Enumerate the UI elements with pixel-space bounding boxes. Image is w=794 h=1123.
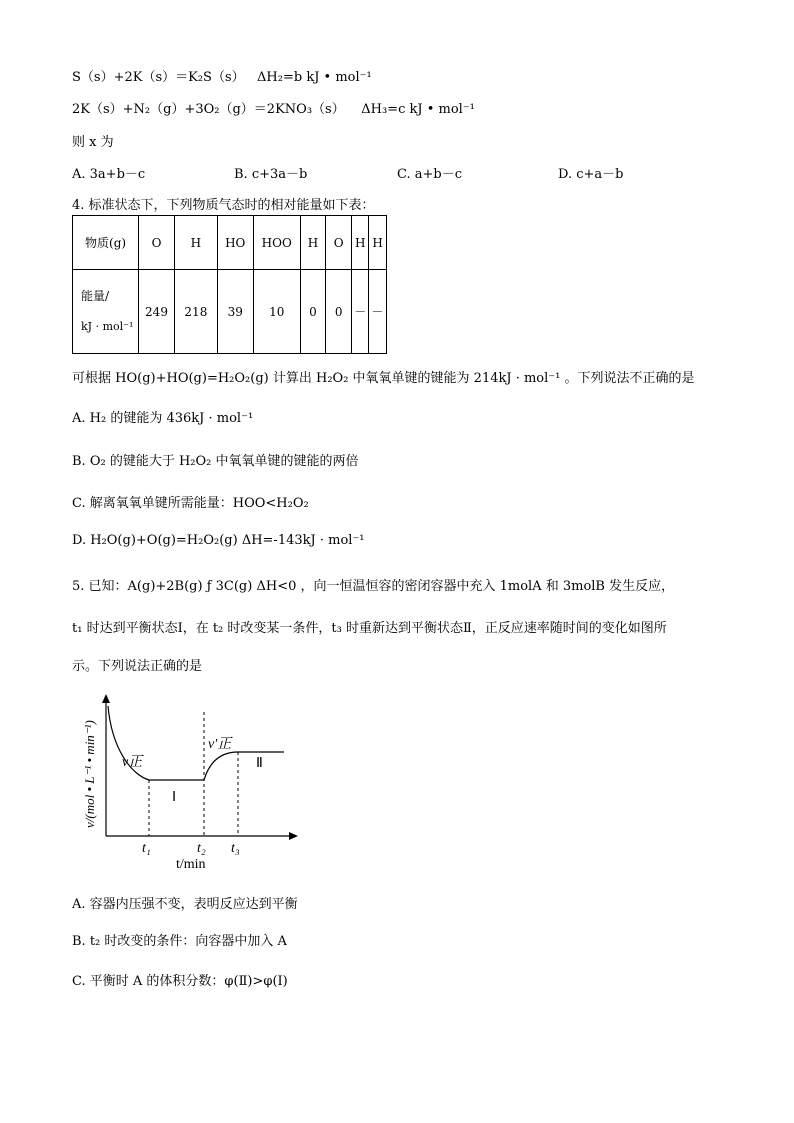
q4-text: 可根据 HO(g)+HO(g)=H₂O₂(g) 计算出 H₂O₂ 中氧氧单键的键能为 214kJ · mol⁻¹ 。下列说法不正确的是 bbox=[72, 371, 695, 386]
table-row bbox=[73, 270, 387, 354]
q5-stem-line-3: 示。下列说法正确的是 bbox=[72, 659, 203, 674]
q5-option-b: B. t₂ 时改变的条件：向容器中加入 A bbox=[72, 934, 287, 949]
q5-stem-line-2: t₁ 时达到平衡状态Ⅰ，在 t₂ 时改变某一条件，t₃ 时重新达到平衡状态Ⅱ，正反应速率随时间的变化如图所 bbox=[72, 621, 667, 636]
t1-label: t₁ bbox=[142, 841, 151, 856]
q4-stem: 4. 标准状态下，下列物质气态时的相对能量如下表： bbox=[72, 198, 375, 213]
table-header-cell: H bbox=[300, 216, 325, 270]
table-cell: 249 bbox=[139, 270, 175, 354]
equation-line-2 bbox=[72, 98, 475, 117]
enthalpy-2: ΔH₃=c kJ • mol⁻¹ bbox=[361, 102, 475, 117]
q3-option-b: B. c+3a－b bbox=[234, 167, 308, 182]
q4-option-b: B. O₂ 的键能大于 H₂O₂ 中氧氧单键的键能的两倍 bbox=[72, 454, 359, 469]
table-header-cell: O bbox=[139, 216, 175, 270]
table-cell: 39 bbox=[217, 270, 253, 354]
table-header-row bbox=[73, 216, 387, 270]
x-axis-label: t/min bbox=[176, 857, 206, 872]
table-cell: － bbox=[369, 270, 387, 354]
enthalpy-1: ΔH₂=b kJ • mol⁻¹ bbox=[257, 70, 372, 85]
table-header-cell: 物质(g) bbox=[73, 216, 139, 270]
t2-label: t₂ bbox=[197, 841, 206, 856]
q3-option-d: D. c+a－b bbox=[558, 167, 624, 182]
equation-2: 2K（s）+N₂（g）+3O₂（g）＝2KNO₃（s） bbox=[72, 102, 345, 117]
table-row-label: 能量/ kJ · mol⁻¹ bbox=[73, 270, 139, 354]
table-cell: 0 bbox=[326, 270, 352, 354]
q4-option-c: C. 解离氧氧单键所需能量：HOO<H₂O₂ bbox=[72, 496, 309, 511]
q5-option-c: C. 平衡时 A 的体积分数：φ(Ⅱ)>φ(Ⅰ) bbox=[72, 974, 288, 989]
table-header-cell: O bbox=[326, 216, 352, 270]
v-forward-label: v正 bbox=[122, 755, 143, 770]
question-prompt-x: 则 x 为 bbox=[72, 135, 114, 150]
q3-option-a: A. 3a+b－c bbox=[72, 167, 146, 182]
v-prime-forward-label: v′正 bbox=[208, 737, 232, 752]
t3-label: t₃ bbox=[231, 841, 240, 856]
forward-rate-curve-after bbox=[204, 752, 284, 780]
equation-line-1 bbox=[72, 66, 372, 85]
rate-time-graph bbox=[72, 690, 312, 875]
q4-option-a: A. H₂ 的键能为 436kJ · mol⁻¹ bbox=[72, 411, 254, 426]
table-cell: 0 bbox=[300, 270, 325, 354]
q5-option-a: A. 容器内压强不变，表明反应达到平衡 bbox=[72, 897, 298, 912]
q3-option-c: C. a+b－c bbox=[397, 167, 462, 182]
table-cell: 218 bbox=[174, 270, 217, 354]
table-header-cell: H bbox=[174, 216, 217, 270]
table-header-cell: HOO bbox=[253, 216, 300, 270]
q4-option-d: D. H₂O(g)+O(g)=H₂O₂(g) ΔH=-143kJ · mol⁻¹ bbox=[72, 533, 365, 548]
table-cell: 10 bbox=[253, 270, 300, 354]
equation-1: S（s）+2K（s）＝K₂S（s） bbox=[72, 70, 245, 85]
state-2-label: Ⅱ bbox=[256, 756, 263, 771]
table-header-cell: H bbox=[352, 216, 369, 270]
table-cell: － bbox=[352, 270, 369, 354]
table-header-cell: H bbox=[369, 216, 387, 270]
y-axis-label: v/(mol • L⁻¹ • min⁻¹) bbox=[82, 720, 97, 828]
state-1-label: Ⅰ bbox=[172, 790, 177, 805]
q5-stem-line-1: 5. 已知：A(g)+2B(g) ƒ 3C(g) ΔH<0 ，向一恒温恒容的密闭容器中充入 1molA 和 3molB 发生反应， bbox=[72, 579, 675, 594]
x-axis-arrow bbox=[289, 832, 298, 840]
energy-table bbox=[72, 215, 387, 354]
y-axis-arrow bbox=[102, 694, 110, 703]
table-header-cell: HO bbox=[217, 216, 253, 270]
